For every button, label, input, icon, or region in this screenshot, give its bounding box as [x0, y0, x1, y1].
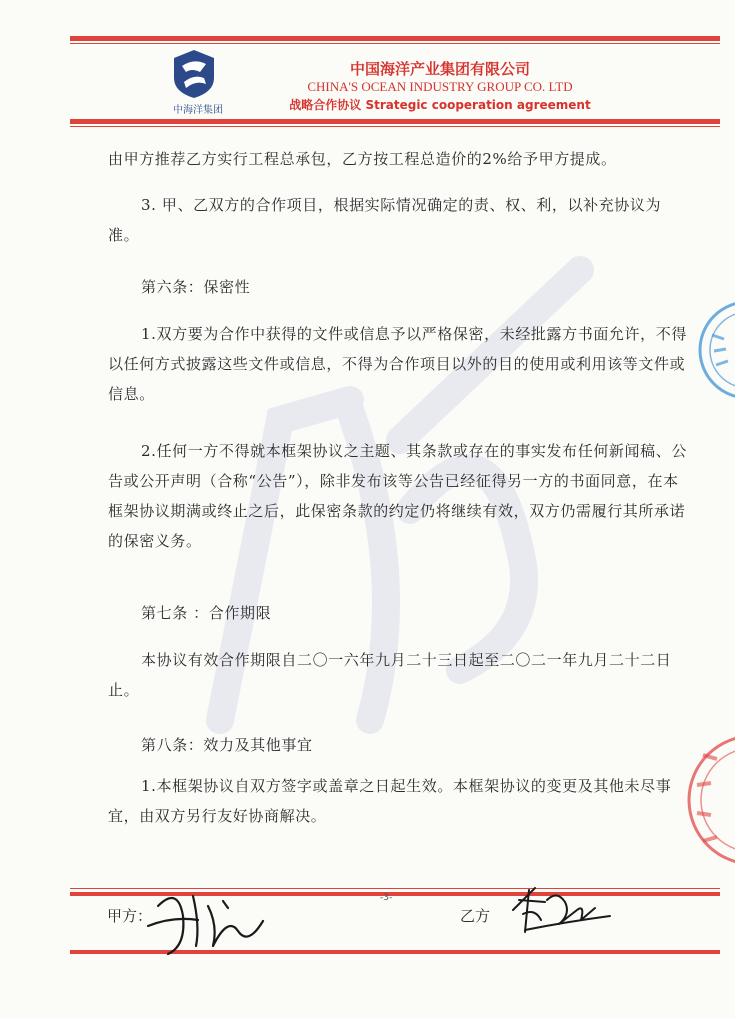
section-heading: 第八条：效力及其他事宜	[141, 736, 313, 754]
party-a-label: 甲方：	[107, 907, 153, 925]
section-heading: 第七条 ：合作期限	[141, 604, 272, 622]
paragraph: 2.任何一方不得就本框架协议之主题、其条款或存在的事实发布任何新闻稿、公告或公开声明（合称“公告”），除非发布该等公告已经征得另一方的书面同意，在本框架协议期满或终止之后，此保密条款的约定仍将继续有效，双方仍需履行其所承诺的保密义务。	[108, 442, 687, 550]
party-b-signature	[505, 880, 615, 940]
header-rule-top	[70, 36, 720, 41]
company-name-en: CHINA'S OCEAN INDUSTRY GROUP CO. LTD	[307, 79, 573, 94]
company-logo-icon	[170, 48, 218, 100]
section-heading: 第六条：保密性	[141, 278, 251, 296]
header-rule-bottom-thin	[70, 126, 720, 127]
paragraph: 1.双方要为合作中获得的文件或信息予以严格保密，未经批露方书面允许，不得以任何方式披露这些文件或信息，不得为合作项目以外的目的使用或利用该等文件或信息。	[108, 325, 687, 403]
paragraph: 1.本框架协议自双方签字或盖章之日起生效。本框架协议的变更及其他未尽事宜，由双方另行友好协商解决。	[108, 777, 672, 825]
header-rule-bottom	[70, 119, 720, 124]
red-seal-stamp-icon	[675, 725, 735, 875]
paragraph: 由甲方推荐乙方实行工程总承包，乙方按工程总造价的2%给予甲方提成。	[108, 150, 617, 168]
paragraph: 3. 甲、乙双方的合作项目，根据实际情况确定的责、权、利，以补充协议为准。	[108, 196, 662, 244]
logo-caption: 中海洋集团	[173, 105, 223, 116]
party-a-signature	[138, 876, 268, 956]
document-title: 战略合作协议 Strategic cooperation agreement	[289, 98, 591, 112]
paragraph: 本协议有效合作期限自二〇一六年九月二十三日起至二〇二一年九月二十二日止。	[108, 651, 672, 699]
party-b-label: 乙方	[460, 907, 491, 925]
page-number: -3-	[380, 893, 393, 903]
blue-seal-stamp-icon	[690, 295, 735, 405]
company-name-cn: 中国海洋产业集团有限公司	[349, 60, 530, 78]
header-rule-top-thin	[70, 43, 720, 44]
